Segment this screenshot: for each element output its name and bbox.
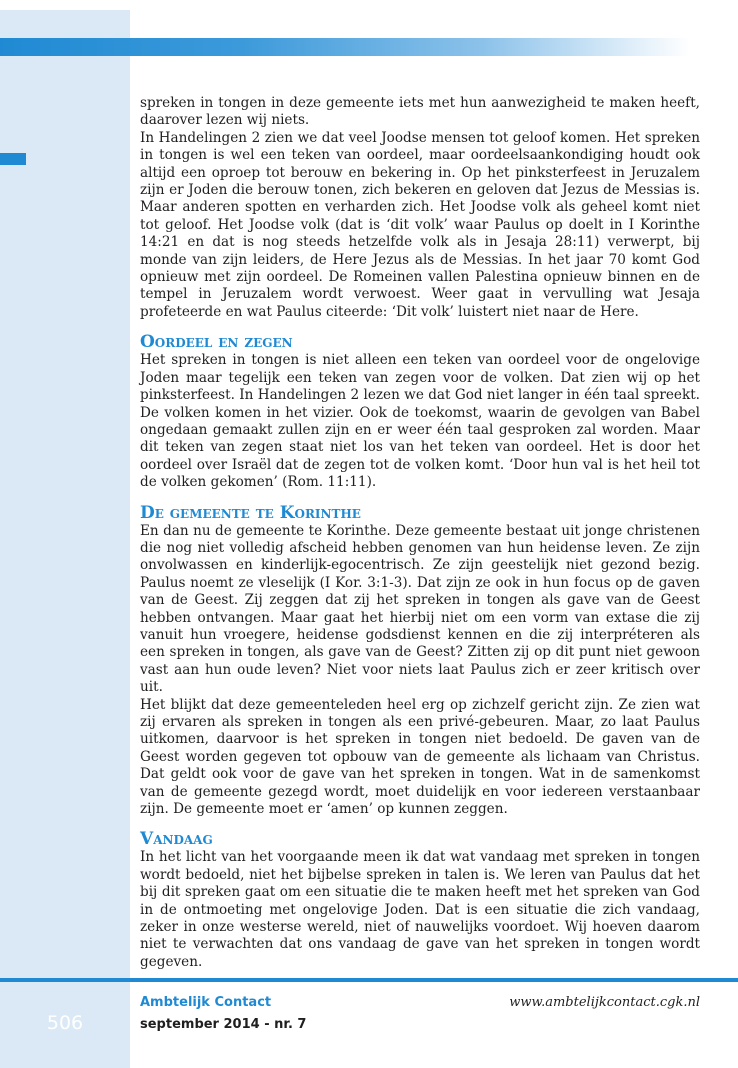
paragraph: Het spreken in tongen is niet alleen een teken van oordeel voor de ongelovige Joden maar tegelijk een teken van zegen voor de volken. Dat zien wij op het pinksterfeest. In Handelingen 2 lezen we dat God niet langer in één taal spreekt. De volken komen in het vizier. Ook de toekomst, waarin de gevolgen van Babel ongedaan gemaakt zullen zijn en er weer één taal gesproken zal worden. Maar dit teken van zegen staat niet los van het teken van oordeel. Het is door het oordeel over Israël dat de zegen tot de volken komt. ‘Door hun val is het heil tot de volken gekomen’ (Rom. 11:11). (140, 352, 700, 491)
article-section-korinthe (140, 503, 700, 819)
paragraph: In het licht van het voorgaande meen ik dat wat vandaag met spreken in tongen wordt bedoeld, niet het bijbelse spreken in talen is. We leren van Paulus dat het bij dit spreken gaat om een situatie die te maken heeft met het spreken van God in de ontmoeting met ongelovige Joden. Dat is een situatie die zich vandaag, zeker in onze westerse wereld, niet of nauwelijks voordoet. Wij hoeven daarom niet te verwachten dat ons vandaag de gave van het spreken in tongen wordt gegeven. (140, 849, 700, 970)
paragraph: En dan nu de gemeente te Korinthe. Deze gemeente bestaat uit jonge christenen die nog niet volledig afscheid hebben genomen van hun heidense leven. Ze zijn onvolwassen en kinderlijk-egocentrisch. Ze zijn geestelijk niet gezond bezig. Paulus noemt ze vleselijk (I Kor. 3:1-3). Dat zijn ze ook in hun focus op de gaven van de Geest. Zij zeggen dat zij het spreken in tongen als gave van de Geest hebben ontvangen. Maar gaat het hierbij niet om een vorm van extase die zij vanuit hun vroegere, heidense godsdienst kennen en die zij interpréteren als een spreken in tongen, als gave van de Geest? Zitten zij op dit punt niet gewoon vast aan hun oude leven? Niet voor niets laat Paulus zich er zeer kritisch over uit. (140, 522, 700, 696)
footer-rule (0, 978, 738, 982)
magazine-title: Ambtelijk Contact (140, 995, 272, 1010)
article-section-oordeel (140, 332, 700, 491)
section-heading: De gemeente te Korinthe (140, 502, 361, 523)
paragraph: Het blijkt dat deze gemeenteleden heel erg op zichzelf gericht zijn. Ze zien wat zij ervaren als spreken in tongen als een privé-gebeuren. Maar, zo laat Paulus uitkomen, daarvoor is het spreken in tongen niet bedoeld. De gaven van de Geest worden gegeven tot opbouw van de gemeente als lichaam van Christus. Dat geldt ook voor de gave van het spreken in tongen. Wat in de samenkomst van de gemeente gezegd wordt, moet duidelijk en voor iedereen verstaanbaar zijn. De gemeente moet er ‘amen’ op kunnen zeggen. (140, 696, 700, 818)
section-heading: Vandaag (140, 829, 213, 850)
page-number: 506 (46, 1012, 84, 1034)
header-gradient-bar (0, 38, 690, 56)
margin-marker (0, 153, 26, 165)
paragraph: In Handelingen 2 zien we dat veel Joodse mensen tot geloof komen. Het spreken in tongen is wel een teken van oordeel, maar oordeelsaankondiging houdt ook altijd een oproep tot berouw en bekering in. Op het pinksterfeest in Jeruzalem zijn er Joden die berouw tonen, zich bekeren en geloven dat Jezus de Messias is. Maar anderen spotten en verharden zich. Het Joodse volk als geheel komt niet tot geloof. Het Joodse volk (dat is ‘dit volk’ waar Paulus op doelt in I Korinthe 14:21 en dat is nog steeds hetzelfde volk als in Jesaja 28:11) verwerpt, bij monde van zijn leiders, de Here Jezus als de Messias. In het jaar 70 komt God opnieuw met zijn oordeel. De Romeinen vallen Palestina opnieuw binnen en de tempel in Jeruzalem wordt verwoest. Weer gaat in vervulling wat Jesaja profeteerde en wat Paulus citeerde: ‘Dit volk’ luistert niet naar de Here. (140, 129, 700, 320)
article-section-vandaag (140, 829, 700, 971)
article-body (140, 95, 700, 971)
paragraph: spreken in tongen in deze gemeente iets met hun aanwezigheid te maken heeft, daarover lezen wij niets. (140, 95, 700, 129)
magazine-issue: september 2014 - nr. 7 (140, 1017, 307, 1032)
website-url: www.ambtelijkcontact.cgk.nl (509, 995, 700, 1010)
section-heading: Oordeel en zegen (140, 332, 293, 353)
article-section-intro (140, 95, 700, 321)
sidebar-panel (0, 10, 130, 1068)
